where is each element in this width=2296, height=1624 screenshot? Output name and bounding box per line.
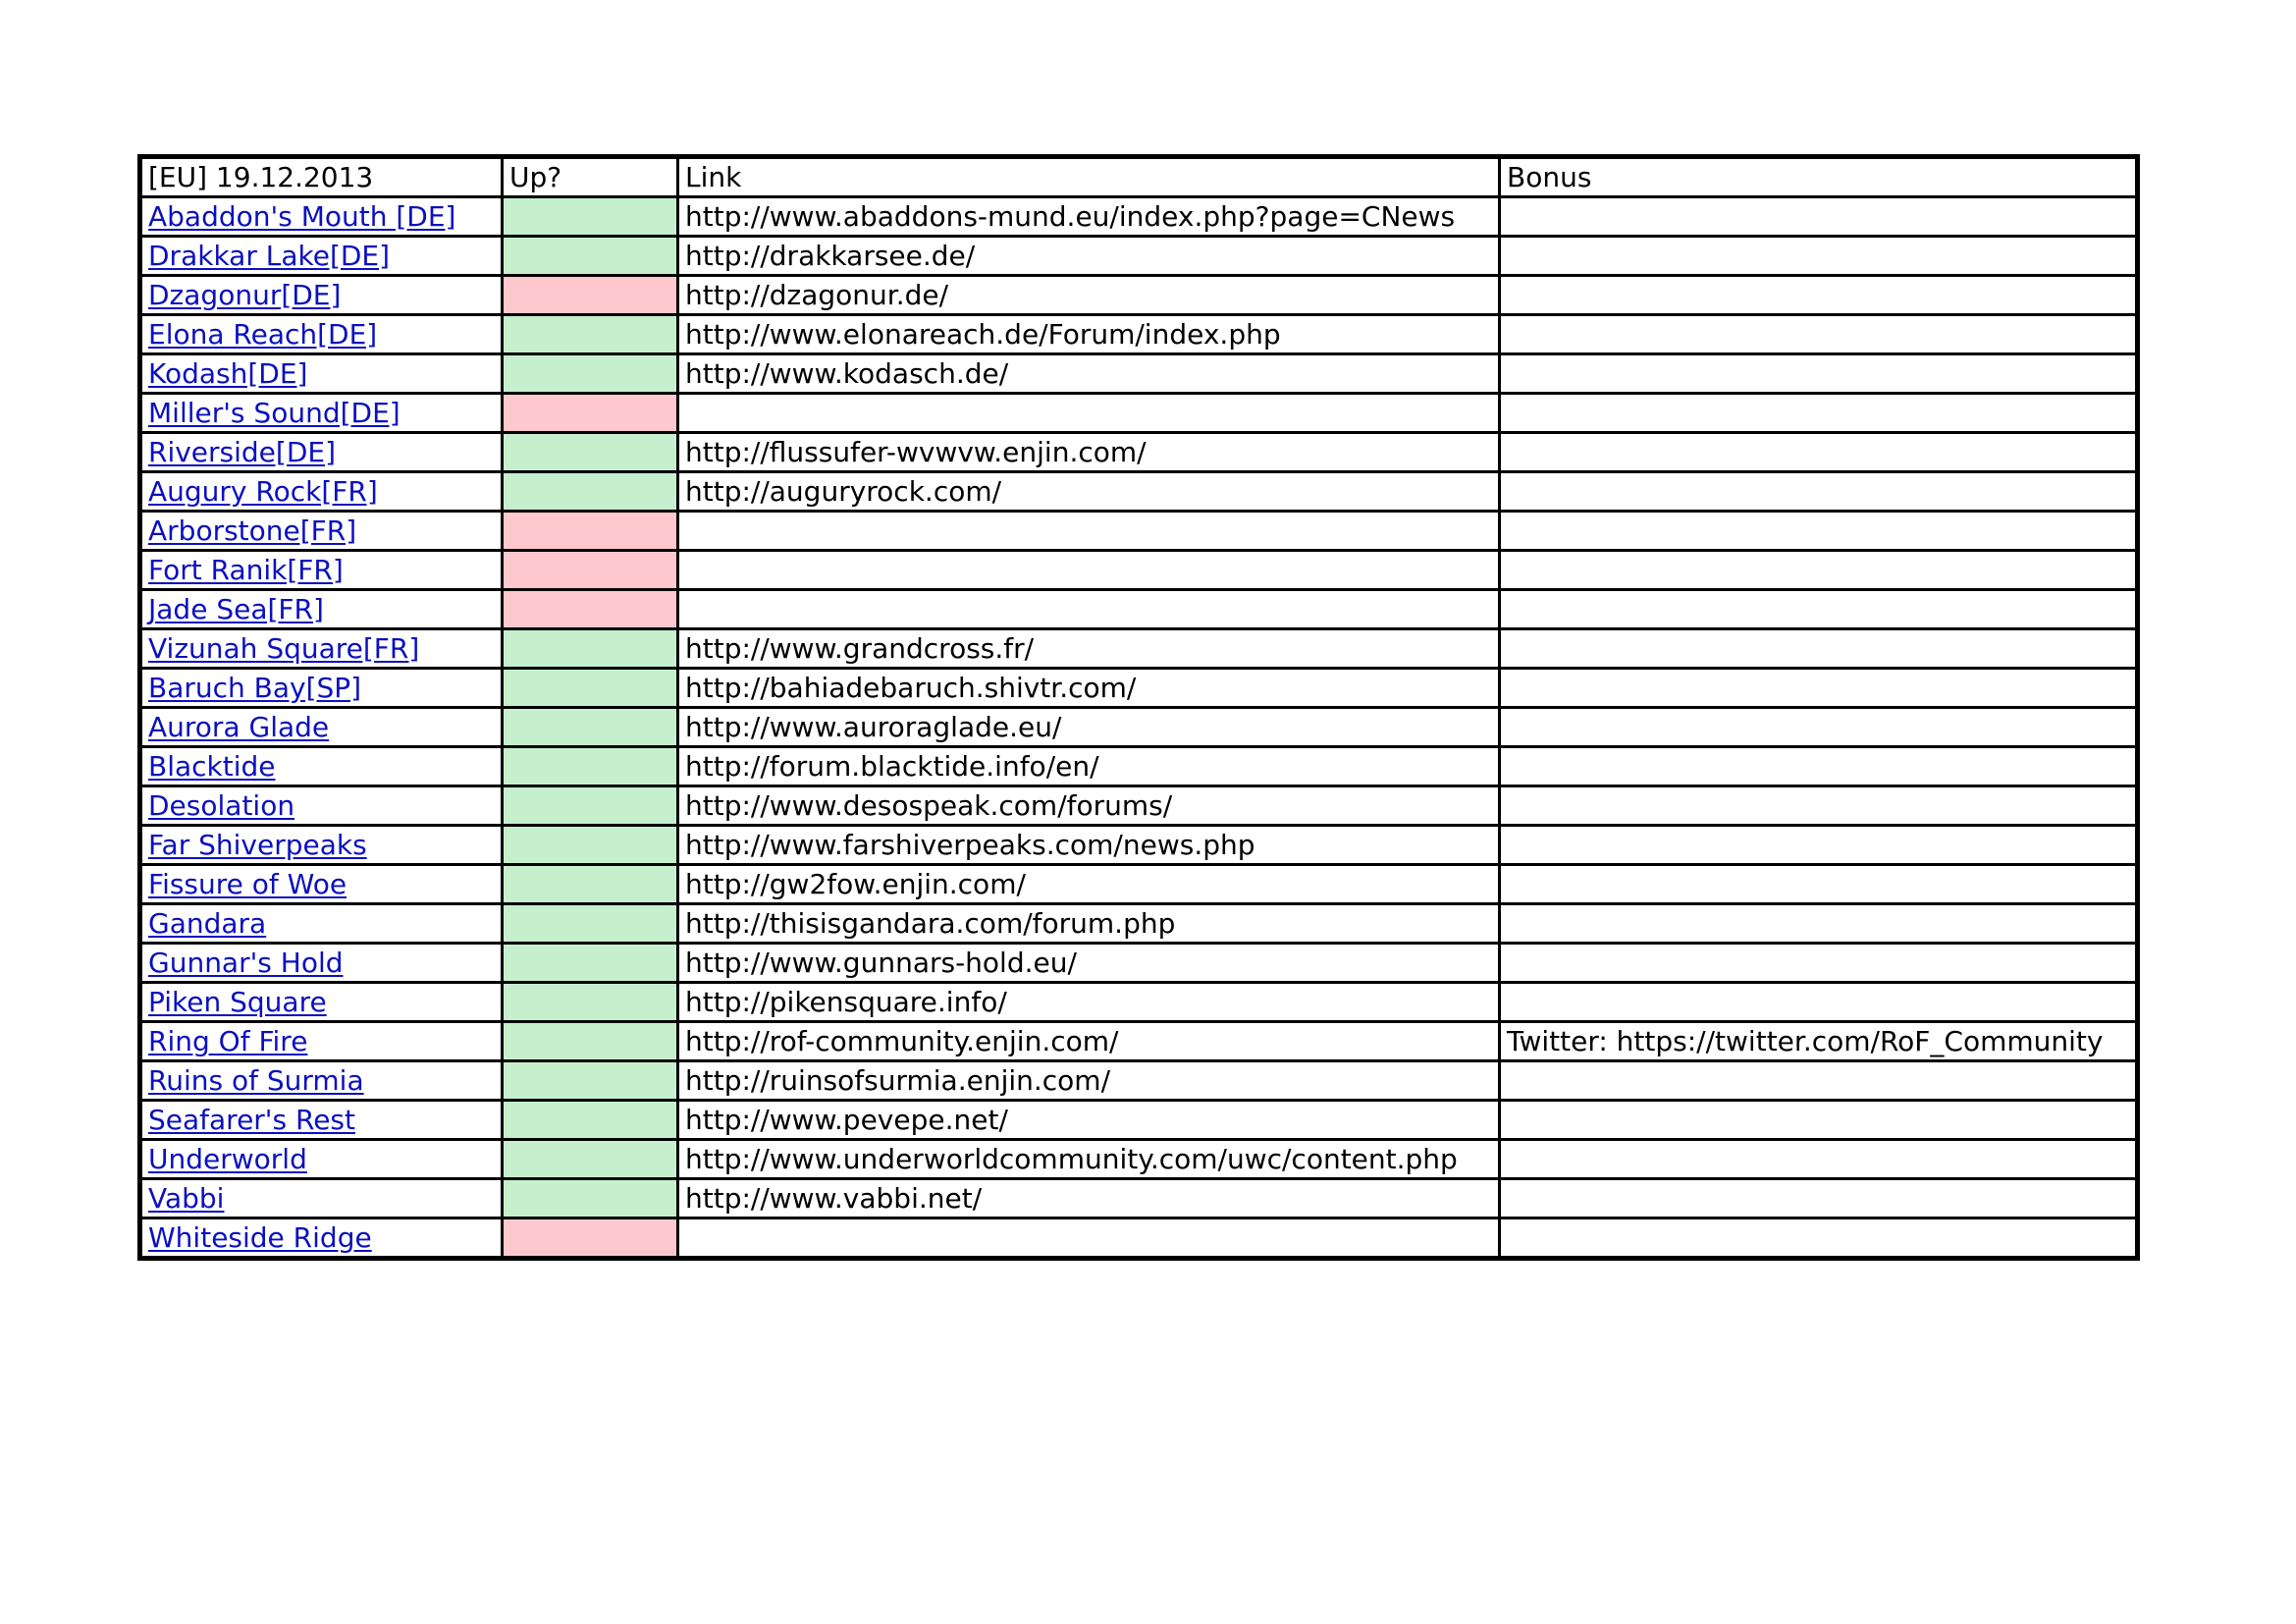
link-cell: http://ruinsofsurmia.enjin.com/ (678, 1061, 1500, 1101)
link-cell: http://www.underworldcommunity.com/uwc/content.php (678, 1140, 1500, 1179)
status-up-cell (503, 1101, 678, 1140)
server-name-link[interactable]: Fissure of Woe (148, 868, 347, 900)
table-row (140, 1061, 2138, 1101)
link-cell: http://dzagonur.de/ (678, 276, 1500, 315)
server-name-link[interactable]: Miller's Sound[DE] (148, 397, 400, 429)
table-row (140, 276, 2138, 315)
bonus-cell (1500, 1140, 2138, 1179)
table-row (140, 1218, 2138, 1259)
server-name-cell (140, 276, 503, 315)
server-name-link[interactable]: Gandara (148, 907, 267, 940)
table-body (140, 157, 2138, 1259)
link-cell (678, 1218, 1500, 1259)
table-row (140, 944, 2138, 983)
status-down-cell (503, 1218, 678, 1259)
server-name-link[interactable]: Piken Square (148, 986, 327, 1018)
server-name-cell (140, 1101, 503, 1140)
status-up-cell (503, 865, 678, 904)
bonus-cell (1500, 315, 2138, 354)
link-cell: http://www.kodasch.de/ (678, 354, 1500, 394)
bonus-cell (1500, 904, 2138, 944)
bonus-cell (1500, 354, 2138, 394)
status-up-cell (503, 1061, 678, 1101)
bonus-cell (1500, 747, 2138, 786)
server-name-cell (140, 708, 503, 747)
bonus-cell (1500, 394, 2138, 433)
link-cell (678, 551, 1500, 590)
server-name-cell (140, 315, 503, 354)
header-region-date: [EU] 19.12.2013 (140, 157, 503, 197)
server-name-cell (140, 944, 503, 983)
status-up-cell (503, 904, 678, 944)
table-row (140, 551, 2138, 590)
status-down-cell (503, 551, 678, 590)
bonus-cell (1500, 197, 2138, 237)
server-name-cell (140, 1022, 503, 1061)
header-row (140, 157, 2138, 197)
bonus-cell (1500, 983, 2138, 1022)
table-row (140, 983, 2138, 1022)
status-up-cell (503, 747, 678, 786)
link-cell: http://www.vabbi.net/ (678, 1179, 1500, 1218)
link-cell: http://www.auroraglade.eu/ (678, 708, 1500, 747)
link-cell (678, 590, 1500, 629)
header-bonus: Bonus (1500, 157, 2138, 197)
server-name-cell (140, 747, 503, 786)
link-cell: http://www.grandcross.fr/ (678, 629, 1500, 669)
server-name-link[interactable]: Dzagonur[DE] (148, 279, 342, 311)
status-up-cell (503, 786, 678, 826)
server-name-cell (140, 590, 503, 629)
link-cell: http://forum.blacktide.info/en/ (678, 747, 1500, 786)
status-up-cell (503, 1179, 678, 1218)
table-row (140, 669, 2138, 708)
server-name-link[interactable]: Drakkar Lake[DE] (148, 240, 391, 272)
link-cell: http://pikensquare.info/ (678, 983, 1500, 1022)
server-name-link[interactable]: Blacktide (148, 750, 276, 783)
status-up-cell (503, 944, 678, 983)
status-up-cell (503, 354, 678, 394)
server-status-table (137, 154, 2140, 1261)
link-cell: http://thisisgandara.com/forum.php (678, 904, 1500, 944)
status-down-cell (503, 276, 678, 315)
server-name-link[interactable]: Gunnar's Hold (148, 947, 344, 979)
server-name-link[interactable]: Baruch Bay[SP] (148, 672, 362, 704)
table-row (140, 1140, 2138, 1179)
server-name-cell (140, 865, 503, 904)
table-row (140, 1101, 2138, 1140)
status-up-cell (503, 669, 678, 708)
server-name-link[interactable]: Abaddon's Mouth [DE] (148, 200, 456, 233)
server-name-cell (140, 1061, 503, 1101)
link-cell: http://www.abaddons-mund.eu/index.php?page=CNews (678, 197, 1500, 237)
server-name-cell (140, 669, 503, 708)
bonus-cell (1500, 669, 2138, 708)
server-name-cell (140, 551, 503, 590)
bonus-cell (1500, 1218, 2138, 1259)
server-name-cell (140, 394, 503, 433)
server-name-link[interactable]: Underworld (148, 1143, 307, 1175)
link-cell (678, 512, 1500, 551)
server-name-cell (140, 1140, 503, 1179)
status-down-cell (503, 512, 678, 551)
link-cell: http://www.farshiverpeaks.com/news.php (678, 826, 1500, 865)
status-up-cell (503, 826, 678, 865)
server-name-link[interactable]: Kodash[DE] (148, 357, 308, 390)
bonus-cell (1500, 1101, 2138, 1140)
table-row (140, 786, 2138, 826)
table-row (140, 1179, 2138, 1218)
bonus-cell (1500, 786, 2138, 826)
status-up-cell (503, 629, 678, 669)
table-row (140, 354, 2138, 394)
table-row (140, 826, 2138, 865)
server-name-cell (140, 512, 503, 551)
table-row (140, 394, 2138, 433)
server-name-link[interactable]: Jade Sea[FR] (148, 593, 324, 625)
status-down-cell (503, 394, 678, 433)
server-name-cell (140, 472, 503, 512)
bonus-cell: Twitter: https://twitter.com/RoF_Community (1500, 1022, 2138, 1061)
bonus-cell (1500, 512, 2138, 551)
server-name-cell (140, 354, 503, 394)
server-name-cell (140, 1218, 503, 1259)
table-row (140, 1022, 2138, 1061)
status-up-cell (503, 197, 678, 237)
header-link: Link (678, 157, 1500, 197)
server-name-link[interactable]: Ruins of Surmia (148, 1064, 364, 1097)
bonus-cell (1500, 551, 2138, 590)
bonus-cell (1500, 1179, 2138, 1218)
bonus-cell (1500, 1061, 2138, 1101)
link-cell: http://www.pevepe.net/ (678, 1101, 1500, 1140)
server-name-cell (140, 786, 503, 826)
table-row (140, 590, 2138, 629)
link-cell: http://auguryrock.com/ (678, 472, 1500, 512)
status-down-cell (503, 590, 678, 629)
server-name-link[interactable]: Desolation (148, 789, 295, 822)
server-name-link[interactable]: Seafarer's Rest (148, 1104, 355, 1136)
table-row (140, 865, 2138, 904)
server-name-link[interactable]: Whiteside Ridge (148, 1221, 372, 1254)
bonus-cell (1500, 708, 2138, 747)
link-cell: http://bahiadebaruch.shivtr.com/ (678, 669, 1500, 708)
status-up-cell (503, 1140, 678, 1179)
status-up-cell (503, 315, 678, 354)
table-row (140, 237, 2138, 276)
bonus-cell (1500, 237, 2138, 276)
server-name-cell (140, 1179, 503, 1218)
link-cell: http://gw2fow.enjin.com/ (678, 865, 1500, 904)
link-cell: http://www.desospeak.com/forums/ (678, 786, 1500, 826)
server-name-link[interactable]: Fort Ranik[FR] (148, 554, 344, 586)
server-name-cell (140, 197, 503, 237)
server-name-cell (140, 629, 503, 669)
server-name-link[interactable]: Vizunah Square[FR] (148, 632, 420, 665)
status-up-cell (503, 237, 678, 276)
bonus-cell (1500, 944, 2138, 983)
link-cell: http://www.gunnars-hold.eu/ (678, 944, 1500, 983)
server-name-cell (140, 983, 503, 1022)
bonus-cell (1500, 826, 2138, 865)
server-name-link[interactable]: Arborstone[FR] (148, 514, 357, 547)
table-row (140, 472, 2138, 512)
status-up-cell (503, 472, 678, 512)
table-row (140, 433, 2138, 472)
table-row (140, 197, 2138, 237)
server-name-cell (140, 237, 503, 276)
status-up-cell (503, 983, 678, 1022)
status-up-cell (503, 1022, 678, 1061)
server-name-link[interactable]: Ring Of Fire (148, 1025, 308, 1057)
status-up-cell (503, 433, 678, 472)
server-name-link[interactable]: Elona Reach[DE] (148, 318, 378, 351)
header-up: Up? (503, 157, 678, 197)
table-row (140, 512, 2138, 551)
server-name-link[interactable]: Augury Rock[FR] (148, 475, 378, 508)
server-name-cell (140, 904, 503, 944)
server-name-link[interactable]: Far Shiverpeaks (148, 829, 367, 861)
bonus-cell (1500, 433, 2138, 472)
table-row (140, 904, 2138, 944)
link-cell: http://drakkarsee.de/ (678, 237, 1500, 276)
server-name-link[interactable]: Riverside[DE] (148, 436, 337, 468)
bonus-cell (1500, 276, 2138, 315)
link-cell: http://flussufer-wvwvw.enjin.com/ (678, 433, 1500, 472)
bonus-cell (1500, 472, 2138, 512)
link-cell (678, 394, 1500, 433)
server-name-link[interactable]: Vabbi (148, 1182, 225, 1215)
bonus-cell (1500, 865, 2138, 904)
table-row (140, 315, 2138, 354)
table-row (140, 629, 2138, 669)
status-up-cell (503, 708, 678, 747)
server-name-cell (140, 826, 503, 865)
server-name-cell (140, 433, 503, 472)
table-row (140, 708, 2138, 747)
link-cell: http://rof-community.enjin.com/ (678, 1022, 1500, 1061)
bonus-cell (1500, 590, 2138, 629)
server-name-link[interactable]: Aurora Glade (148, 711, 330, 743)
link-cell: http://www.elonareach.de/Forum/index.php (678, 315, 1500, 354)
table-row (140, 747, 2138, 786)
bonus-cell (1500, 629, 2138, 669)
